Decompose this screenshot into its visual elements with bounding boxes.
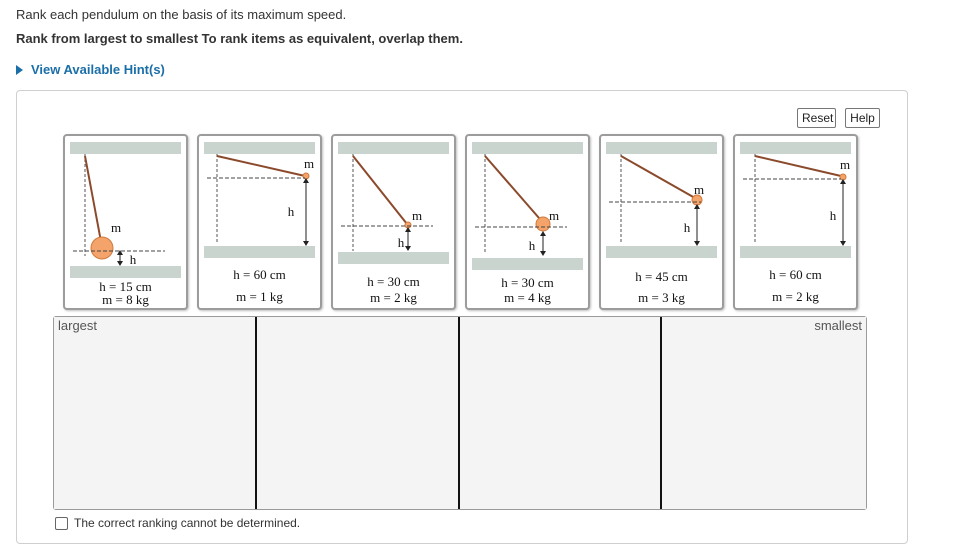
- card-mass-value: m = 1 kg: [236, 289, 283, 304]
- rank-slot-3[interactable]: [460, 317, 660, 509]
- card-height-value: h = 60 cm: [233, 267, 286, 282]
- card-mass-value: m = 3 kg: [638, 290, 685, 305]
- question-prompt: Rank each pendulum on the basis of its maximum speed.: [16, 7, 347, 22]
- rank-slot-1[interactable]: [54, 317, 255, 509]
- pendulum-card-3[interactable]: [331, 134, 456, 310]
- height-symbol: h: [287, 204, 295, 219]
- card-height-value: h = 45 cm: [635, 269, 688, 284]
- largest-label: largest: [58, 318, 98, 333]
- rank-slot-4[interactable]: [662, 317, 866, 509]
- card-mass-value: m = 8 kg: [102, 292, 149, 307]
- mass-symbol: m: [303, 156, 315, 171]
- pendulum-card-4[interactable]: [465, 134, 590, 310]
- height-symbol: h: [683, 220, 691, 235]
- pendulum-card-1[interactable]: [63, 134, 188, 310]
- pendulum-card-2[interactable]: [197, 134, 322, 310]
- height-symbol: h: [528, 238, 536, 253]
- mass-symbol: m: [110, 220, 122, 235]
- help-button[interactable]: Help: [845, 108, 880, 128]
- card-height-value: h = 30 cm: [501, 275, 554, 290]
- cannot-determine-label: The correct ranking cannot be determined.: [74, 516, 301, 530]
- view-hints-link[interactable]: [16, 62, 165, 77]
- mass-symbol: m: [411, 208, 423, 223]
- card-height-value: h = 15 cm: [99, 279, 152, 294]
- ranking-drop-area[interactable]: [53, 316, 867, 510]
- rank-slot-2[interactable]: [257, 317, 458, 509]
- card-mass-value: m = 2 kg: [772, 289, 819, 304]
- mass-symbol: m: [693, 182, 705, 197]
- mass-symbol: m: [548, 208, 560, 223]
- card-height-value: h = 30 cm: [367, 274, 420, 289]
- cannot-determine-option[interactable]: [55, 516, 300, 530]
- card-height-value: h = 60 cm: [769, 267, 822, 282]
- card-mass-value: m = 4 kg: [504, 290, 551, 305]
- view-hints-label: View Available Hint(s): [31, 62, 165, 77]
- pendulum-card-5[interactable]: [599, 134, 724, 310]
- smallest-label: smallest: [814, 318, 862, 333]
- caret-right-icon: [16, 65, 23, 75]
- reset-button[interactable]: Reset: [797, 108, 836, 128]
- height-symbol: h: [129, 252, 137, 267]
- mass-symbol: m: [839, 157, 851, 172]
- height-symbol: h: [397, 235, 405, 250]
- card-mass-value: m = 2 kg: [370, 290, 417, 305]
- ranking-instructions: Rank from largest to smallest To rank items as equivalent, overlap them.: [16, 31, 463, 46]
- cannot-determine-checkbox[interactable]: [55, 517, 68, 530]
- pendulum-card-6[interactable]: [733, 134, 858, 310]
- height-symbol: h: [829, 208, 837, 223]
